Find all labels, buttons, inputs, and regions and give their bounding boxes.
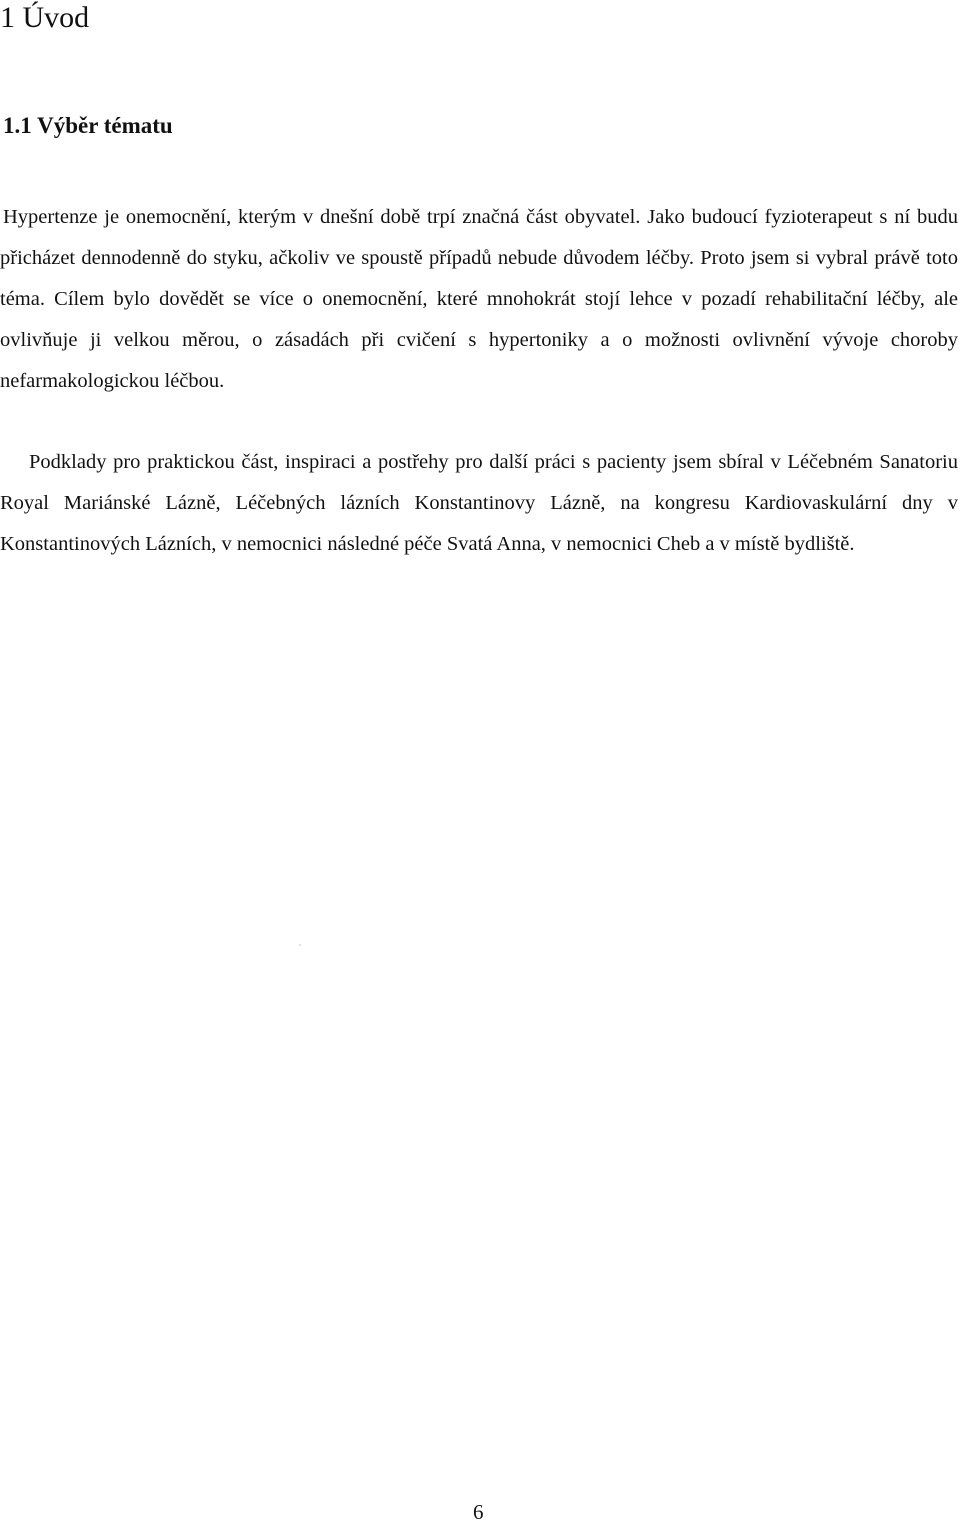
- chapter-title: 1 Úvod: [0, 1, 90, 34]
- page-number: 6: [473, 1500, 484, 1524]
- body-paragraph-1: Hypertenze je onemocnění, kterým v dnešní době trpí značná část obyvatel. Jako budoucí fyzioterapeut s ní budu přicházet dennodenně do styku, ačkoliv ve spoustě případů nebude důvodem léčby. Proto jsem si vybral právě toto téma. Cílem bylo dovědět se více o onemocnění, které mnohokrát stojí lehce v pozadí rehabilitační léčby, ale ovlivňuje ji velkou měrou, o zásadách při cvičení s hypertoniky a o možnosti ovlivnění vývoje choroby nefarmakologickou léčbou.: [0, 206, 958, 392]
- section-title: 1.1 Výběr tématu: [3, 113, 173, 138]
- body-paragraph-2: Podklady pro praktickou část, inspiraci a postřehy pro další práci s pacienty jsem sbíral v Léčebném Sanatoriu Royal Mariánské Lázně, Léčebných lázních Konstantinovy Lázně, na kongresu Kardiovaskulární dny v Konstantinových Lázních, v nemocnici následné péče Svatá Anna, v nemocnici Cheb a v místě bydliště.: [0, 451, 958, 555]
- scan-speck: [299, 944, 301, 946]
